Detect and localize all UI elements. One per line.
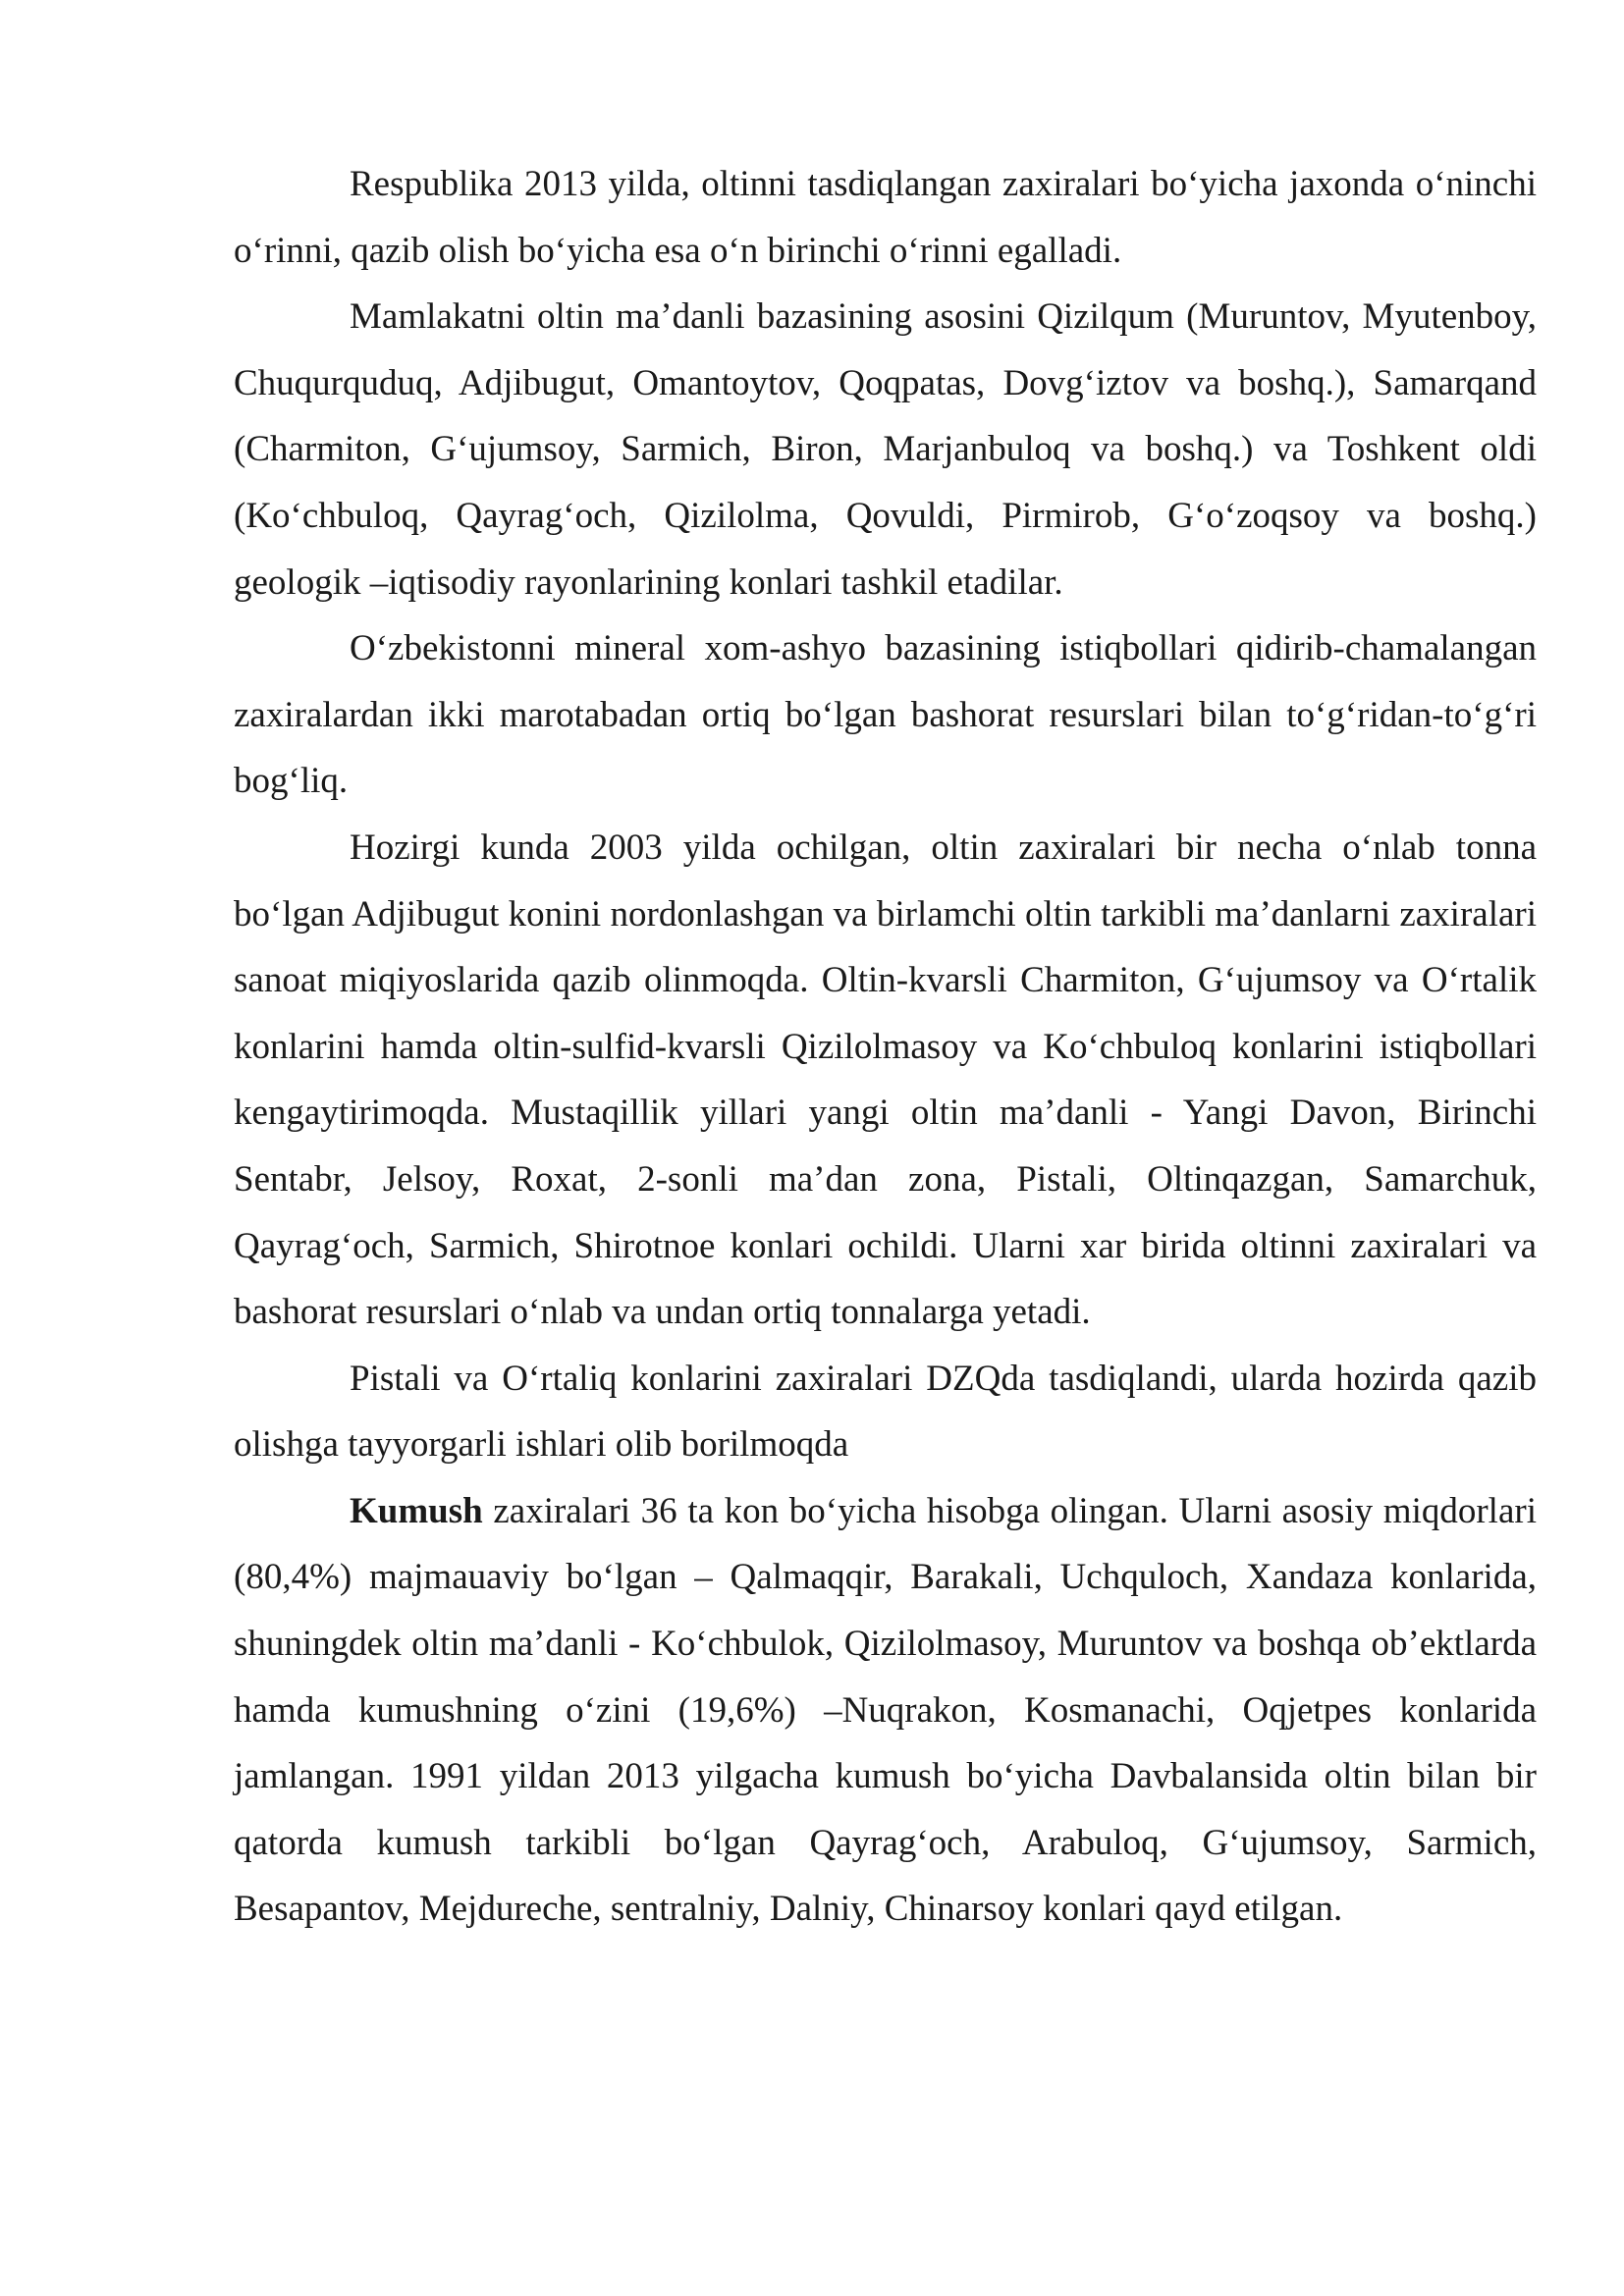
body-text: [234, 151, 1537, 1943]
paragraph-silver: [234, 1478, 1537, 1943]
paragraph-mineral-prospects: O‘zbekistonni mineral xom-ashyo bazasining istiqbollari qidirib-chamalangan zaxiralardan ikki marotabadan ortiq bo‘lgan bashorat resurslari bilan to‘g‘ridan-to‘g‘ri bog‘liq.: [234, 628, 1537, 802]
paragraph-gold-base: Mamlakatni oltin ma’danli bazasining asosini Qizilqum (Muruntov, Myutenboy, Chuqurquduq, Adjibugut, Omantoytov, Qoqpatas, Dovg‘iztov va boshq.), Samarqand (Charmiton, G‘ujumsoy, Sarmich, Biron, Marjanbuloq va boshq.) va Toshkent oldi (Ko‘chbuloq, Qayrag‘och, Qizilolma, Qovuldi, Pirmirob, G‘o‘zoqsoy va boshq.) geologik –iqtisodiy rayonlarining konlari tashkil etadilar.: [234, 296, 1537, 603]
silver-text: zaxiralari 36 ta kon bo‘yicha hisobga olingan. Ularni asosiy miqdorlari (80,4%) majmauaviy bo‘lgan – Qalmaqqir, Barakali, Uchquloch, Xandaza konlarida, shuningdek oltin ma’danli - Ko‘chbulok, Qizilolmasoy, Muruntov va boshqa ob’ektlarda hamda kumushning o‘zini (19,6%) –Nuqrakon, Kosmanachi, Oqjetpes konlarida jamlangan. 1991 yildan 2013 yilgacha kumush bo‘yicha Davbalansida oltin bilan bir qatorda kumush tarkibli bo‘lgan Qayrag‘och, Arabuloq, G‘ujumsoy, Sarmich, Besapantov, Mejdureche, sentralniy, Dalniy, Chinarsoy konlari qayd etilgan.: [234, 1490, 1537, 1930]
silver-heading: Kumush: [350, 1490, 483, 1531]
paragraph-pistali-reserves: Pistali va O‘rtaliq konlarini zaxiralari DZQda tasdiqlandi, ularda hozirda qazib olishga tayyorgarli ishlari olib borilmoqda: [234, 1358, 1537, 1466]
paragraph-gold-ranking: Respublika 2013 yilda, oltinni tasdiqlangan zaxiralari bo‘yicha jaxonda o‘ninchi o‘rinni, qazib olish bo‘yicha esa o‘n birinchi o‘rinni egalladi.: [234, 164, 1537, 271]
paragraph-current-deposits: Hozirgi kunda 2003 yilda ochilgan, oltin zaxiralari bir necha o‘nlab tonna bo‘lgan Adjibugut konini nordonlashgan va birlamchi oltin tarkibli ma’danlarni zaxiralari sanoat miqiyoslarida qazib olinmoqda. Oltin-kvarsli Charmiton, G‘ujumsoy va O‘rtalik konlarini hamda oltin-sulfid-kvarsli Qizilolmasoy va Ko‘chbuloq konlarini istiqbollari kengaytirimoqda. Mustaqillik yillari yangi oltin ma’danli - Yangi Davon, Birinchi Sentabr, Jelsoy, Roxat, 2-sonli ma’dan zona, Pistali, Oltinqazgan, Samarchuk, Qayrag‘och, Sarmich, Shirotnoe konlari ochildi. Ularni xar birida oltinni zaxiralari va bashorat resurslari o‘nlab va undan ortiq tonnalarga yetadi.: [234, 827, 1537, 1333]
